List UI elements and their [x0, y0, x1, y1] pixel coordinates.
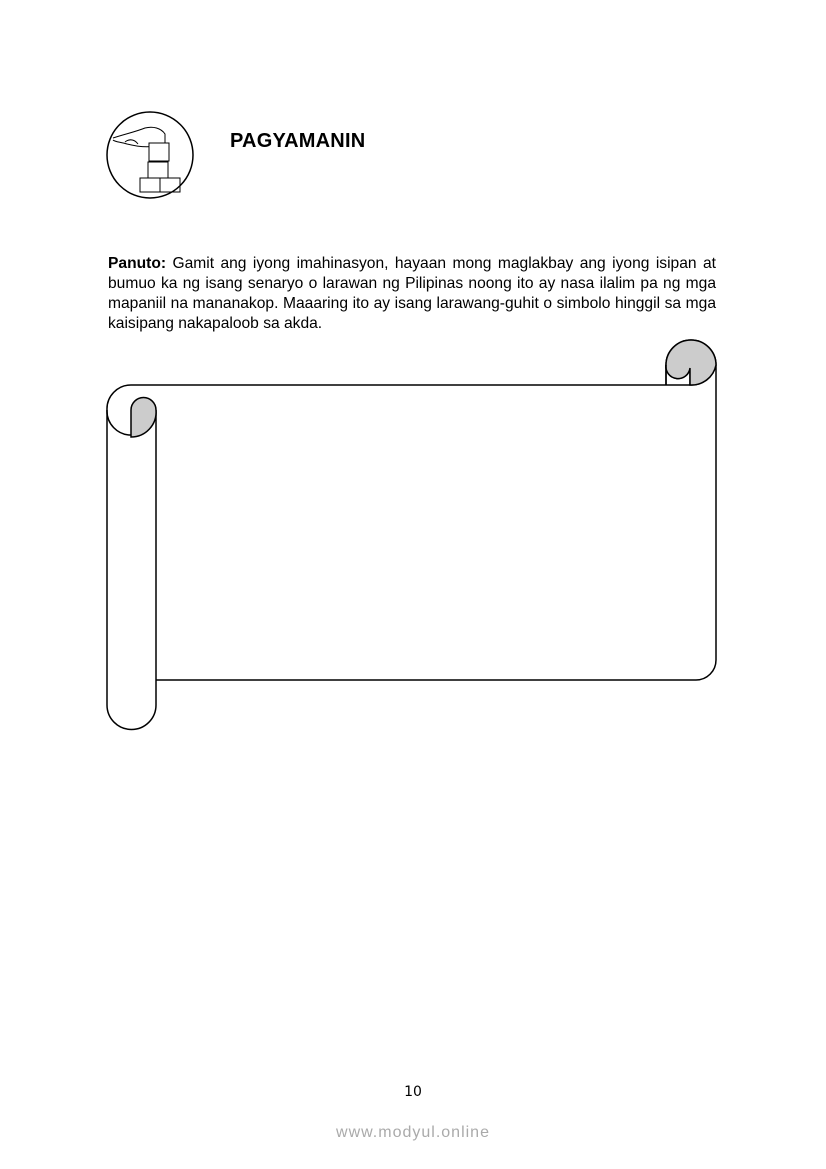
instructions-label: Panuto: — [108, 255, 167, 272]
page-number: 10 — [404, 1084, 422, 1100]
watermark: www.modyul.online — [336, 1124, 490, 1141]
section-title: PAGYAMANIN — [230, 130, 366, 152]
instructions-text: Gamit ang iyong imahinasyon, hayaan mong maglakbay ang iyong isipan at bumuo ka ng isang senaryo o larawan ng Pilipinas noong ito ay nasa ilalim pa ng mga mapaniil na mananakop. Maaaring ito ay isang larawang-guhit o simbolo hinggil sa mga kaisipang nakapaloob sa akda. — [108, 255, 716, 332]
